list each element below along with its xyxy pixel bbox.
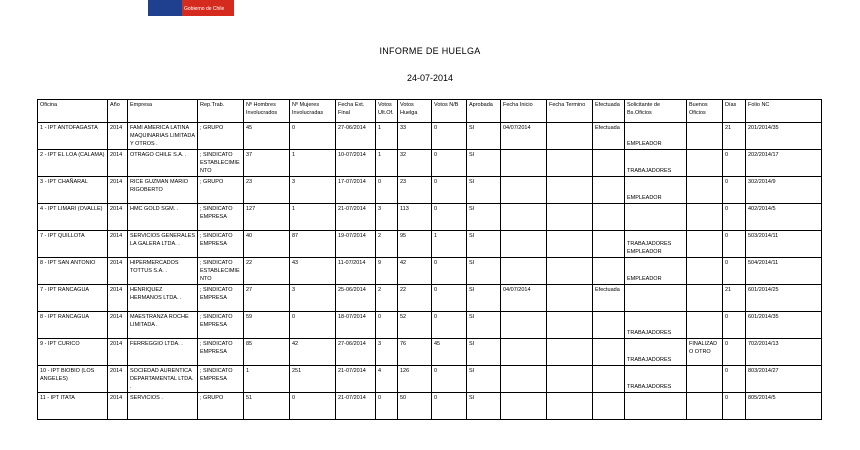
- table-cell: 0: [376, 312, 398, 339]
- table-row: [38, 150, 822, 177]
- table-cell: 0: [432, 312, 467, 339]
- table-cell: 37: [244, 150, 290, 177]
- table-cell: [593, 339, 625, 366]
- table-cell: 7 - IPT RANCAGUA: [38, 285, 108, 312]
- table-cell: ; SINDICATO ESTABLECIMIENTO: [198, 150, 244, 177]
- table-cell: 0: [432, 150, 467, 177]
- table-cell: [625, 204, 687, 231]
- table-cell: MAESTRANZA ROCHE LIMITADA .: [128, 312, 198, 339]
- table-cell: 85: [244, 339, 290, 366]
- column-header: Año: [108, 100, 128, 123]
- table-cell: 0: [290, 393, 336, 420]
- column-header: Nº Hombres Involucrados: [244, 100, 290, 123]
- table-cell: 0: [432, 258, 467, 285]
- table-cell: [593, 204, 625, 231]
- table-cell: 21-07/2014: [336, 366, 376, 393]
- strike-report-table: [37, 99, 822, 420]
- table-cell: [593, 366, 625, 393]
- table-cell: [501, 231, 547, 258]
- table-row: [38, 339, 822, 366]
- table-cell: 11-07/2014: [336, 258, 376, 285]
- table-cell: FERREGGIO LTDA. .: [128, 339, 198, 366]
- logo-blue-block: [148, 0, 182, 16]
- table-cell: [547, 312, 593, 339]
- table-cell: [501, 339, 547, 366]
- table-cell: 3: [290, 177, 336, 204]
- table-cell: 0: [723, 177, 746, 204]
- table-cell: SI: [467, 285, 501, 312]
- table-cell: [547, 339, 593, 366]
- table-cell: 2014: [108, 150, 128, 177]
- table-cell: 0: [723, 231, 746, 258]
- column-header: Folio NC: [746, 100, 822, 123]
- table-cell: [593, 177, 625, 204]
- table-cell: 50: [398, 393, 432, 420]
- table-cell: 2 - IPT EL LOA (CALAMA): [38, 150, 108, 177]
- table-cell: SI: [467, 339, 501, 366]
- table-row: [38, 285, 822, 312]
- table-cell: 21: [723, 123, 746, 150]
- table-cell: [501, 177, 547, 204]
- table-cell: ; SINDICATO EMPRESA: [198, 339, 244, 366]
- table-cell: 0: [290, 312, 336, 339]
- table-cell: 0: [432, 366, 467, 393]
- table-cell: 9: [376, 258, 398, 285]
- column-header: Votos N/B: [432, 100, 467, 123]
- table-cell: [687, 285, 723, 312]
- table-cell: 8 - IPT RANCAGUA: [38, 312, 108, 339]
- table-cell: 1: [290, 150, 336, 177]
- column-header: Fecha Inicio: [501, 100, 547, 123]
- table-cell: 2014: [108, 258, 128, 285]
- table-cell: 2014: [108, 177, 128, 204]
- table-cell: [501, 393, 547, 420]
- table-cell: [547, 150, 593, 177]
- table-cell: 113: [398, 204, 432, 231]
- table-cell: 0: [432, 204, 467, 231]
- table-cell: [687, 177, 723, 204]
- table-header-row: [38, 100, 822, 123]
- table-cell: [687, 393, 723, 420]
- table-cell: 601/2014/35: [746, 312, 822, 339]
- table-cell: FAMI AMERICA LATINA MAQUINARIAS LIMITADA Y OTROS .: [128, 123, 198, 150]
- gobierno-logo: [148, 0, 234, 16]
- table-cell: 1: [376, 150, 398, 177]
- table-cell: 7 - IPT QUILLOTA: [38, 231, 108, 258]
- table-row: [38, 393, 822, 420]
- table-cell: 0: [723, 204, 746, 231]
- column-header: Fecha Ext. Final: [336, 100, 376, 123]
- table-cell: 803/2014/27: [746, 366, 822, 393]
- table-cell: 2014: [108, 204, 128, 231]
- table-cell: [625, 285, 687, 312]
- logo-label: Gobierno de Chile: [184, 6, 225, 12]
- table-cell: 42: [290, 339, 336, 366]
- column-header: Votos Huelga: [398, 100, 432, 123]
- column-header: Días: [723, 100, 746, 123]
- table-cell: 302/2014/9: [746, 177, 822, 204]
- table-cell: 21-07/2014: [336, 393, 376, 420]
- table-row: [38, 123, 822, 150]
- table-cell: 1: [244, 366, 290, 393]
- table-cell: 59: [244, 312, 290, 339]
- table-cell: [547, 177, 593, 204]
- table-cell: 10 - IPT BIOBIO (LOS ANGELES): [38, 366, 108, 393]
- table-cell: ; SINDICATO EMPRESA: [198, 285, 244, 312]
- table-cell: EMPLEADOR: [625, 177, 687, 204]
- report-date: 24-07-2014: [406, 73, 454, 83]
- table-cell: TRABAJADORES: [625, 366, 687, 393]
- table-cell: SI: [467, 258, 501, 285]
- table-cell: ; SINDICATO ESTABLECIMIENTO: [198, 258, 244, 285]
- table-cell: SI: [467, 393, 501, 420]
- table-cell: 9 - IPT CURICO: [38, 339, 108, 366]
- table-cell: 251: [290, 366, 336, 393]
- table-cell: RICE GUZMAN MARIO RIGOBERTO: [128, 177, 198, 204]
- table-cell: 0: [723, 312, 746, 339]
- table-cell: 3: [376, 339, 398, 366]
- table-cell: HIPERMERCADOS TOTTUS S.A. .: [128, 258, 198, 285]
- table-cell: EMPLEADOR: [625, 123, 687, 150]
- table-cell: 04/07/2014: [501, 123, 547, 150]
- table-cell: [593, 150, 625, 177]
- table-cell: 601/2014/25: [746, 285, 822, 312]
- table-cell: [501, 150, 547, 177]
- table-cell: 127: [244, 204, 290, 231]
- table-cell: 40: [244, 231, 290, 258]
- table-cell: 702/2014/13: [746, 339, 822, 366]
- table-row: [38, 312, 822, 339]
- table-cell: 0: [723, 258, 746, 285]
- table-cell: 201/2014/35: [746, 123, 822, 150]
- table-cell: [687, 150, 723, 177]
- table-cell: [687, 123, 723, 150]
- table-cell: ; SINDICATO EMPRESA: [198, 312, 244, 339]
- table-cell: Efectuada: [593, 285, 625, 312]
- table-cell: TRABAJADORES EMPLEADOR: [625, 231, 687, 258]
- table-cell: 11 - IPT ITATA: [38, 393, 108, 420]
- table-row: [38, 258, 822, 285]
- table-cell: 2014: [108, 393, 128, 420]
- table-cell: 1: [376, 123, 398, 150]
- table-cell: [687, 366, 723, 393]
- table-cell: EMPLEADOR: [625, 258, 687, 285]
- table-cell: Efectuada: [593, 123, 625, 150]
- column-header: Fecha Termino: [547, 100, 593, 123]
- table-cell: SERVICIOS .: [128, 393, 198, 420]
- table-cell: SOCIEDAD AURENTICA DEPARTAMENTAL LTDA. .: [128, 366, 198, 393]
- table-cell: 0: [432, 285, 467, 312]
- table-cell: ; GRUPO: [198, 123, 244, 150]
- table-cell: [547, 285, 593, 312]
- table-cell: 402/2014/5: [746, 204, 822, 231]
- column-header: Solicitante de Bs.Oficios: [625, 100, 687, 123]
- table-cell: 0: [290, 123, 336, 150]
- table-cell: 1 - IPT ANTOFAGASTA: [38, 123, 108, 150]
- table-cell: 202/2014/17: [746, 150, 822, 177]
- column-header: Buenos Oficios: [687, 100, 723, 123]
- table-cell: 23: [244, 177, 290, 204]
- table-cell: [501, 312, 547, 339]
- table-cell: [687, 204, 723, 231]
- table-cell: 23: [398, 177, 432, 204]
- table-cell: 18-07/2014: [336, 312, 376, 339]
- table-cell: 04/07/2014: [501, 285, 547, 312]
- table-cell: [593, 393, 625, 420]
- table-cell: 10-07/2014: [336, 150, 376, 177]
- table-cell: 27-06/2014: [336, 339, 376, 366]
- table-cell: 0: [723, 393, 746, 420]
- table-cell: 2014: [108, 285, 128, 312]
- table-cell: 42: [398, 258, 432, 285]
- table-row: [38, 231, 822, 258]
- table-cell: [625, 393, 687, 420]
- table-cell: [593, 312, 625, 339]
- table-cell: 95: [398, 231, 432, 258]
- table-cell: 8 - IPT SAN ANTONIO: [38, 258, 108, 285]
- table-cell: 45: [432, 339, 467, 366]
- table-cell: 126: [398, 366, 432, 393]
- table-cell: 22: [398, 285, 432, 312]
- table-cell: 27: [244, 285, 290, 312]
- table-cell: 2: [376, 231, 398, 258]
- table-cell: 0: [432, 177, 467, 204]
- column-header: Oficina: [38, 100, 108, 123]
- table-cell: 52: [398, 312, 432, 339]
- table-cell: 45: [244, 123, 290, 150]
- table-cell: [501, 204, 547, 231]
- table-cell: [547, 366, 593, 393]
- table-cell: [547, 231, 593, 258]
- table-cell: 2014: [108, 366, 128, 393]
- table-cell: 25-06/2014: [336, 285, 376, 312]
- table-cell: 0: [432, 393, 467, 420]
- table-cell: 4 - IPT LIMARI (OVALLE): [38, 204, 108, 231]
- table-cell: [687, 312, 723, 339]
- table-cell: 43: [290, 258, 336, 285]
- table-cell: 2014: [108, 339, 128, 366]
- table-cell: 21-07/2014: [336, 204, 376, 231]
- table-cell: 3: [290, 285, 336, 312]
- table-cell: 504/2014/11: [746, 258, 822, 285]
- table-cell: 0: [723, 366, 746, 393]
- report-title: INFORME DE HUELGA: [379, 46, 481, 56]
- table-cell: SI: [467, 150, 501, 177]
- table-cell: 51: [244, 393, 290, 420]
- column-header: Empresa: [128, 100, 198, 123]
- column-header: Efectuada: [593, 100, 625, 123]
- table-cell: 1: [290, 204, 336, 231]
- table-cell: [501, 258, 547, 285]
- table-cell: 87: [290, 231, 336, 258]
- table-cell: TRABAJADORES: [625, 339, 687, 366]
- table-row: [38, 177, 822, 204]
- table-cell: 0: [723, 339, 746, 366]
- table-cell: 503/2014/11: [746, 231, 822, 258]
- table-cell: 32: [398, 150, 432, 177]
- table-cell: [687, 258, 723, 285]
- column-header: Votos Ult.Of.: [376, 100, 398, 123]
- table-cell: [501, 366, 547, 393]
- table-cell: 1: [432, 231, 467, 258]
- table-cell: ; GRUPO: [198, 177, 244, 204]
- table-cell: SI: [467, 123, 501, 150]
- table-row: [38, 204, 822, 231]
- table-cell: 33: [398, 123, 432, 150]
- table-cell: ; SINDICATO EMPRESA: [198, 366, 244, 393]
- table-cell: FINALIZADO OTRO: [687, 339, 723, 366]
- table-row: [38, 366, 822, 393]
- table-body: [38, 123, 822, 420]
- table-cell: HMC GOLD SGM. .: [128, 204, 198, 231]
- table-cell: 2014: [108, 312, 128, 339]
- table-cell: 2014: [108, 231, 128, 258]
- table-cell: SI: [467, 231, 501, 258]
- table-cell: [593, 258, 625, 285]
- table-cell: HENRIQUEZ HERMANOS LTDA. .: [128, 285, 198, 312]
- table-cell: 27-06/2014: [336, 123, 376, 150]
- table-cell: 805/2014/5: [746, 393, 822, 420]
- table-cell: ; SINDICATO EMPRESA: [198, 204, 244, 231]
- table-cell: [593, 231, 625, 258]
- table-cell: 17-07/2014: [336, 177, 376, 204]
- table-cell: 22: [244, 258, 290, 285]
- table-cell: OTRAGO CHILE S.A. .: [128, 150, 198, 177]
- table-cell: [547, 123, 593, 150]
- table-cell: 0: [376, 393, 398, 420]
- table-cell: SI: [467, 177, 501, 204]
- table-cell: SI: [467, 312, 501, 339]
- table-cell: ; SINDICATO EMPRESA: [198, 231, 244, 258]
- table-cell: SERVICIOS GENERALES LA GALERA LTDA. .: [128, 231, 198, 258]
- column-header: Aprobada: [467, 100, 501, 123]
- table-cell: TRABAJADORES: [625, 312, 687, 339]
- table-cell: 3: [376, 204, 398, 231]
- table-cell: TRABAJADORES: [625, 150, 687, 177]
- table-cell: 3 - IPT CHAÑARAL: [38, 177, 108, 204]
- table-cell: 0: [432, 123, 467, 150]
- table-cell: 21: [723, 285, 746, 312]
- table-cell: 76: [398, 339, 432, 366]
- table-cell: [687, 231, 723, 258]
- column-header: Rep.Trab.: [198, 100, 244, 123]
- table-cell: 2014: [108, 123, 128, 150]
- table-cell: 4: [376, 366, 398, 393]
- table-cell: ; GRUPO: [198, 393, 244, 420]
- table-cell: [547, 393, 593, 420]
- table-cell: [547, 258, 593, 285]
- table-cell: SI: [467, 366, 501, 393]
- table-cell: 0: [723, 150, 746, 177]
- table-cell: 2: [376, 285, 398, 312]
- table-cell: 0: [376, 177, 398, 204]
- table-cell: SI: [467, 204, 501, 231]
- table-cell: [547, 204, 593, 231]
- column-header: Nº Mujeres Involucradas: [290, 100, 336, 123]
- table-cell: 19-07/2014: [336, 231, 376, 258]
